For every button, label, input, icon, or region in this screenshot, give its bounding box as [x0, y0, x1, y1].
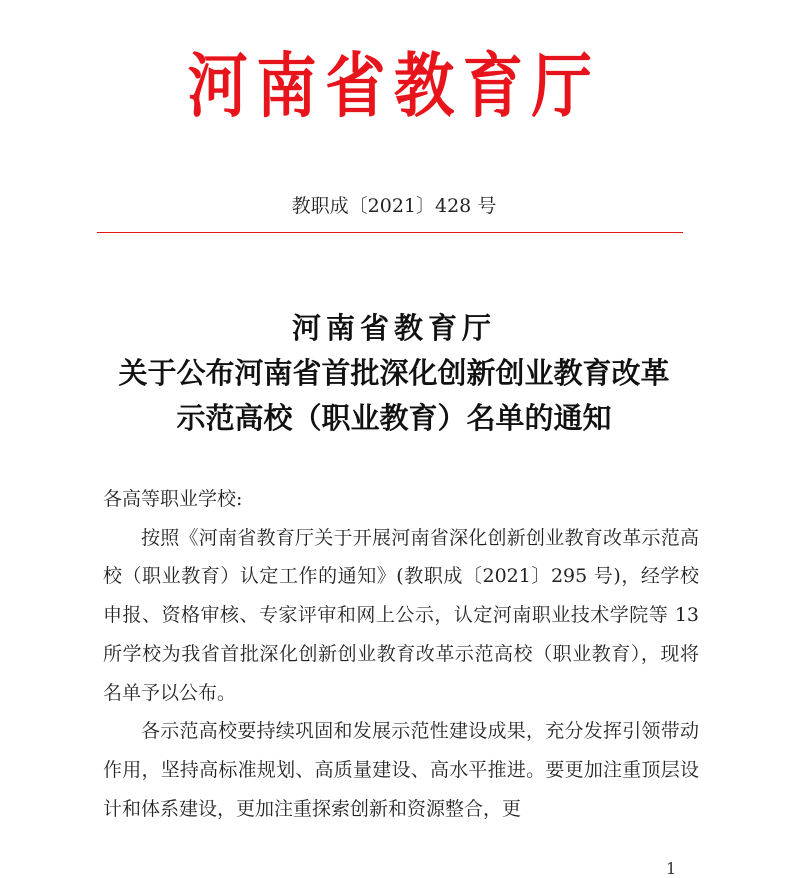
notice-title [0, 306, 788, 441]
document-number: 教职成〔2021〕428 号 [291, 195, 497, 217]
notice-body [103, 480, 699, 828]
paragraph-2: 各示范高校要持续巩固和发展示范性建设成果，充分发挥引领带动作用，坚持高标准规划、高质量建设、高水平推进。要更加注重顶层设计和体系建设，更加注重探索创新和资源整合，更 [103, 720, 699, 820]
page-number: 1 [666, 859, 677, 878]
salutation: 各高等职业学校: [103, 488, 243, 510]
title-line-issuer: 河南省教育厅 [291, 311, 496, 345]
red-divider-line [97, 232, 683, 233]
title-line-subject: 关于公布河南省首批深化创新创业教育改革 [118, 356, 670, 390]
title-line-subject-cont: 示范高校（职业教育）名单的通知 [176, 401, 612, 435]
masthead-title: 河南省教育厅 [187, 44, 601, 127]
paragraph-1: 按照《河南省教育厅关于开展河南省深化创新创业教育改革示范高校（职业教育）认定工作的通知》(教职成〔2021〕295 号)，经学校申报、资格审核、专家评审和网上公示，认定河南职业技术学院等 13 所学校为我省首批深化创新创业教育改革示范高校（职业教育），现将名单予以公布。 [103, 526, 699, 704]
